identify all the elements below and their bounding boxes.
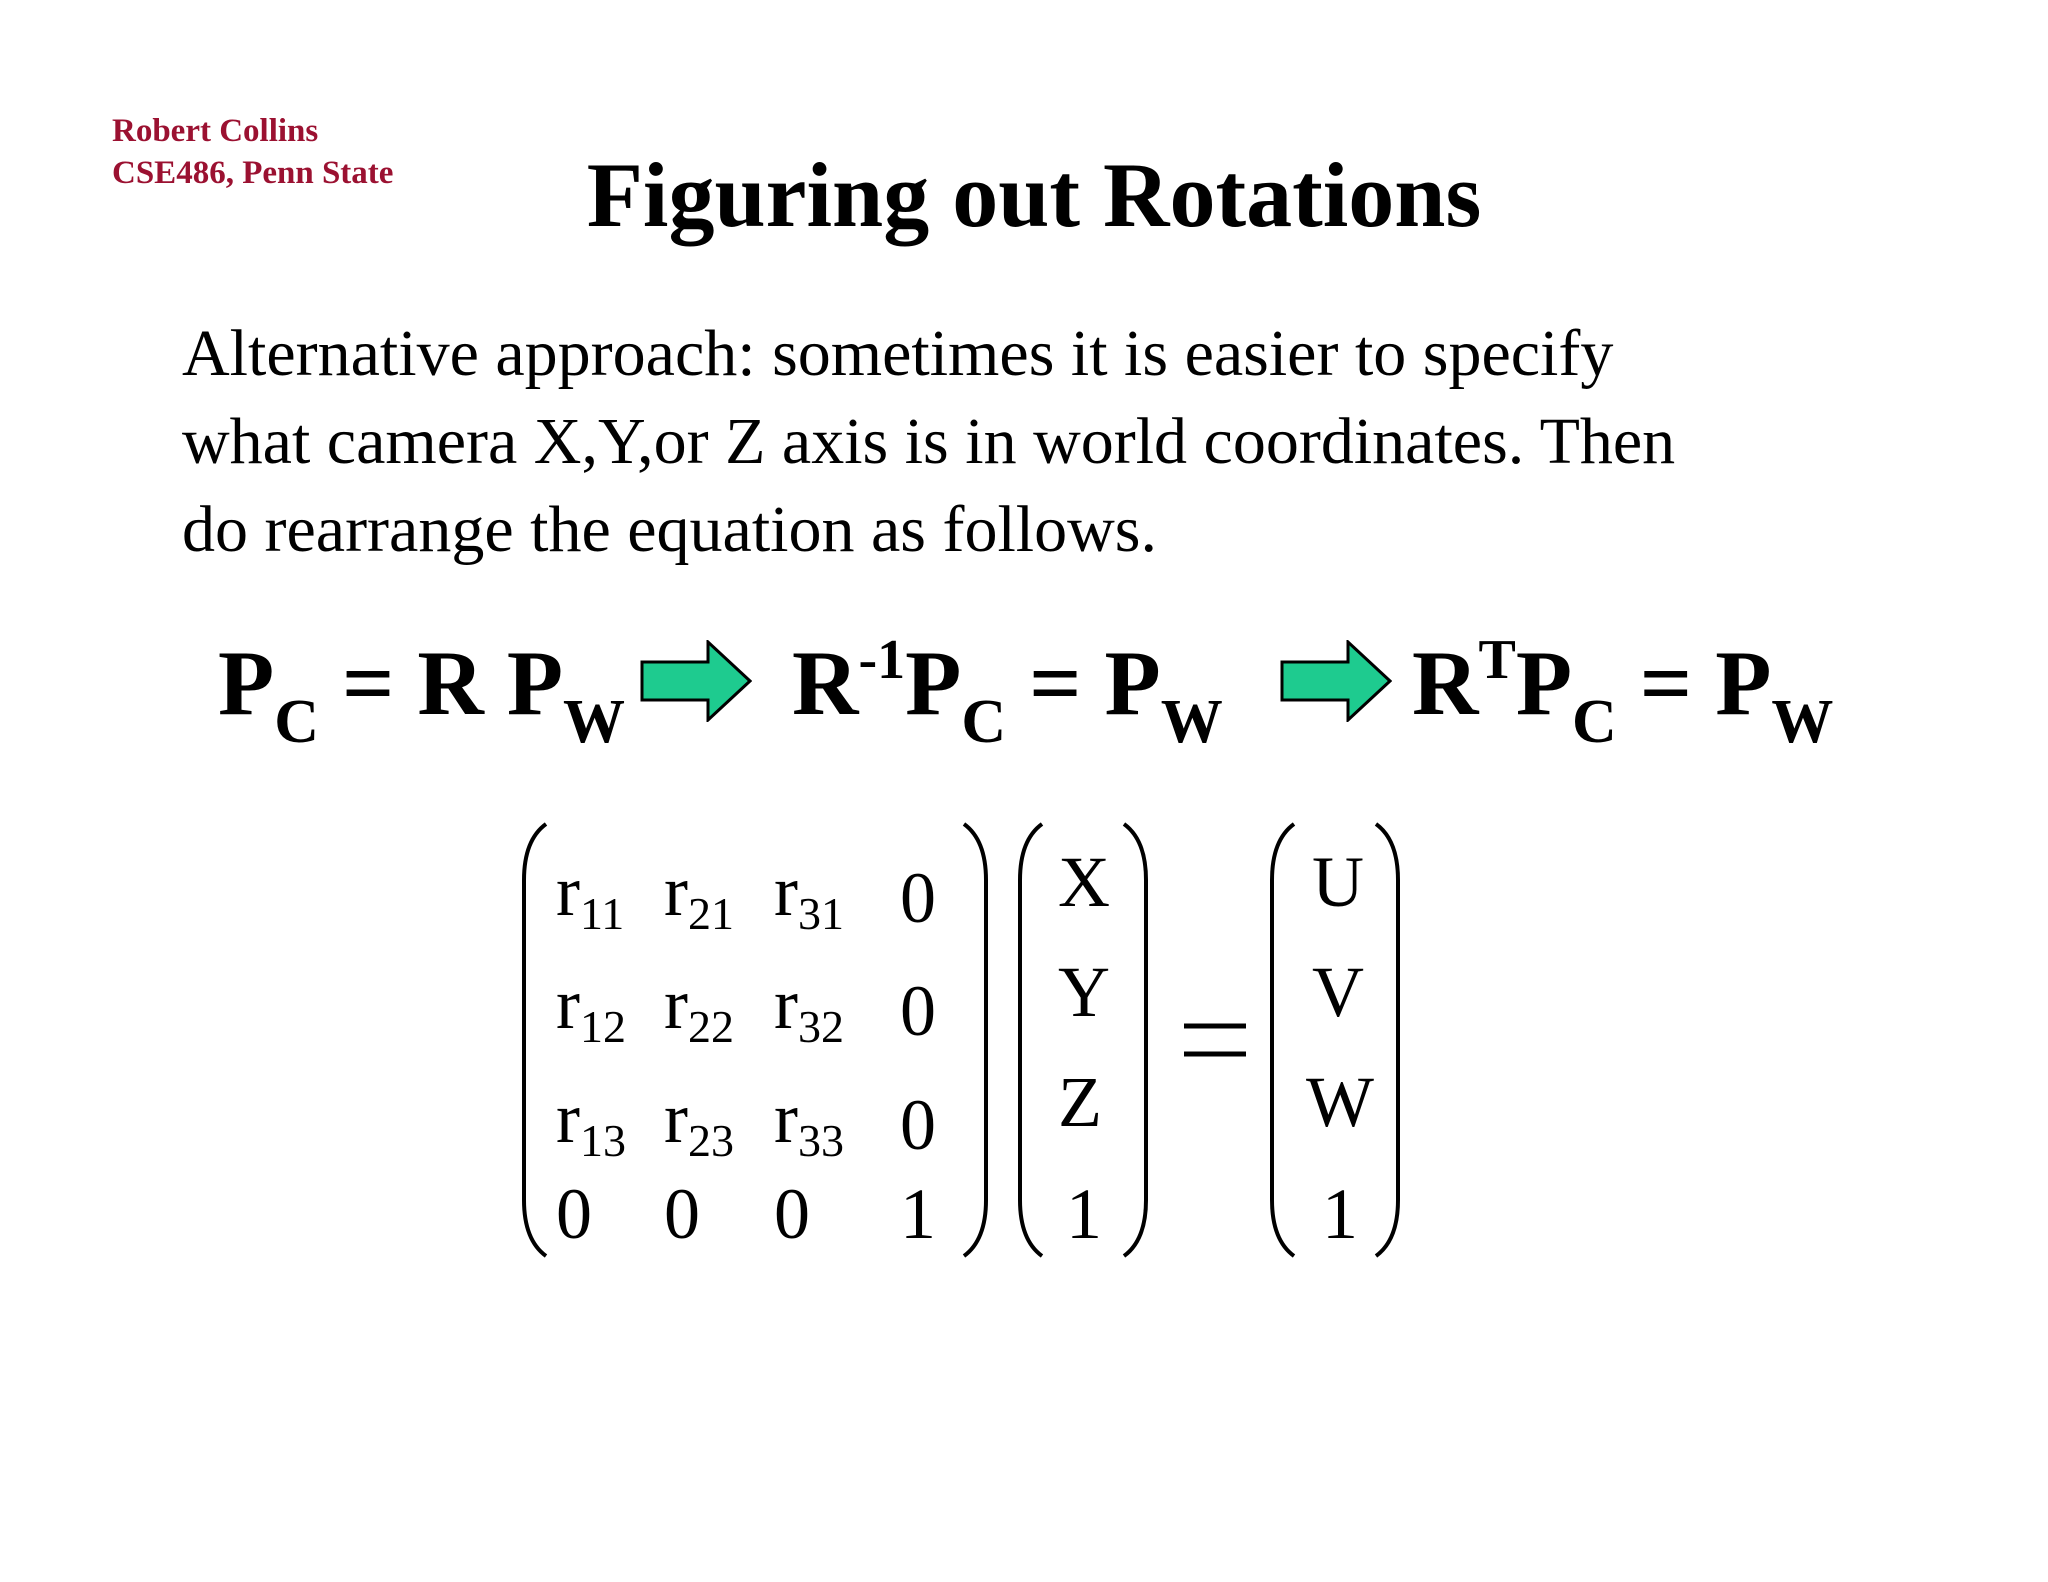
- right-paren-icon: [1372, 820, 1402, 1260]
- arrow-right-icon: [1280, 640, 1392, 722]
- left-paren-icon: [1016, 820, 1046, 1260]
- body-line-1: Alternative approach: sometimes it is easier to specify: [182, 317, 1614, 390]
- matrix-cell: 0: [900, 971, 936, 1051]
- matrix-cell: $r_{31}$: [774, 851, 844, 939]
- equation-2: $R^{-1}P_C = P_W$: [792, 629, 1223, 756]
- matrix-cell: 0: [556, 1174, 592, 1254]
- vector-cell: V: [1312, 952, 1364, 1032]
- body-line-3: do rearrange the equation as follows.: [182, 493, 1157, 566]
- left-paren-icon: [520, 820, 550, 1260]
- left-paren-icon: [1268, 820, 1298, 1260]
- course-name: CSE486, Penn State: [112, 155, 394, 191]
- matrix-cell: $r_{12}$: [556, 964, 626, 1052]
- matrix-cell: $r_{23}$: [664, 1078, 734, 1166]
- vector-cell: X: [1058, 842, 1110, 922]
- slide-title: Figuring out Rotations: [586, 144, 1482, 246]
- equation-1: $P_C = R$ $P_W$: [218, 632, 626, 756]
- vector-cell: 1: [1066, 1174, 1102, 1254]
- right-paren-icon: [1120, 820, 1150, 1260]
- equation-3: $R^TP_C = P_W$: [1412, 629, 1834, 756]
- matrix-cell: 0: [664, 1174, 700, 1254]
- body-paragraph: [182, 310, 1942, 574]
- matrix-cell: $r_{32}$: [774, 964, 844, 1052]
- matrix-cell: $r_{33}$: [774, 1078, 844, 1166]
- vector-cell: Z: [1058, 1062, 1102, 1142]
- matrix-cell: $r_{11}$: [556, 851, 625, 939]
- matrix-cell: $r_{21}$: [664, 851, 734, 939]
- matrix-cell: 0: [900, 858, 936, 938]
- matrix-cell: 1: [900, 1174, 936, 1254]
- equals-sign-icon: [1180, 1012, 1250, 1072]
- author-name: Robert Collins: [112, 113, 319, 149]
- vector-cell: Y: [1058, 952, 1110, 1032]
- right-paren-icon: [960, 820, 990, 1260]
- body-line-2: what camera X,Y,or Z axis is in world coordinates. Then: [182, 405, 1676, 478]
- arrow-right-icon: [640, 640, 752, 722]
- matrix-cell: 0: [774, 1174, 810, 1254]
- matrix-cell: 0: [900, 1085, 936, 1165]
- matrix-cell: $r_{22}$: [664, 964, 734, 1052]
- vector-cell: U: [1312, 842, 1364, 922]
- vector-cell: 1: [1322, 1174, 1358, 1254]
- matrix-cell: $r_{13}$: [556, 1078, 626, 1166]
- vector-cell: W: [1306, 1062, 1374, 1142]
